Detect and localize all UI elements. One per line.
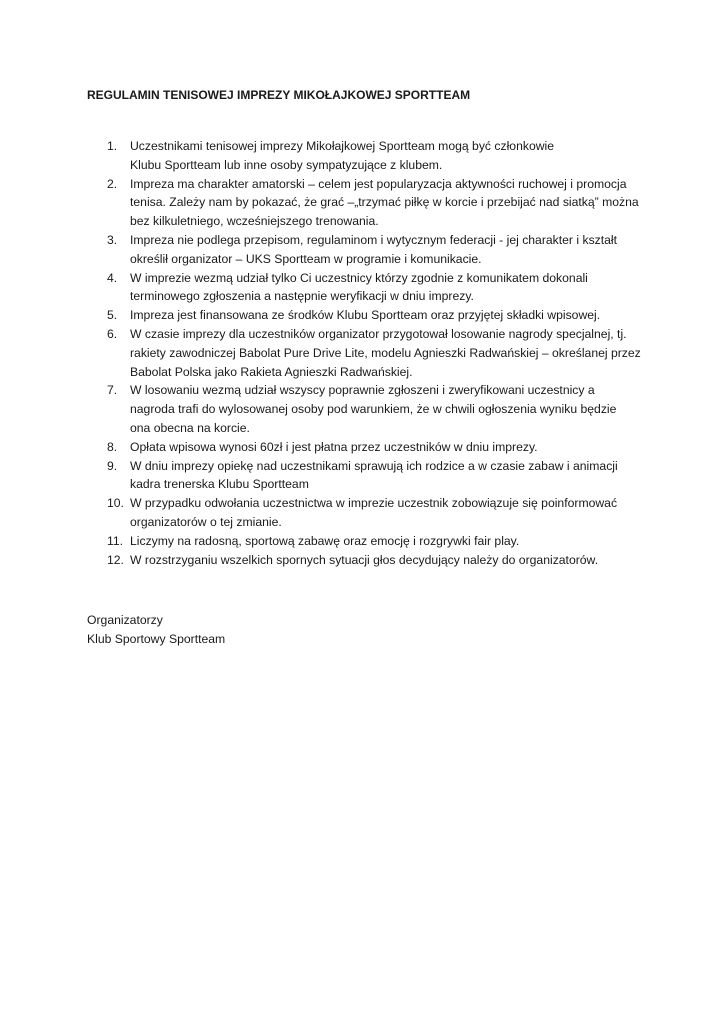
rule-number: 5. [107,308,118,323]
rule-text-line: W przypadku odwołania uczestnictwa w imprezie uczestnik zobowiązuje się poinformować [130,496,618,511]
rule-text-line: określił organizator – UKS Sportteam w programie i komunikacie. [130,251,482,266]
rule-text-line: W imprezie wezmą udział tylko Ci uczestnicy którzy zgodnie z komunikatem dokonali [130,270,588,285]
rule-item [107,269,647,307]
rule-number: 6. [107,326,118,341]
rule-text-line: W czasie imprezy dla uczestników organizator przygotował losowanie nagrody specjalnej, tj. [130,326,627,341]
rule-text-line: W rozstrzyganiu wszelkich spornych sytuacji głos decydujący należy do organizatorów. [130,552,599,567]
rule-text-line: Liczymy na radosną, sportową zabawę oraz emocję i rozgrywki fair play. [130,533,520,548]
rule-text-line: terminowego zgłoszenia a następnie weryfikacji w dniu imprezy. [130,289,474,304]
rule-item [107,137,647,175]
rule-number: 2. [107,176,118,191]
rule-number: 3. [107,232,118,247]
rule-item [107,325,647,381]
rule-text-line: Uczestnikami tenisowej imprezy Mikołajkowej Sportteam mogą być członkowie [130,139,555,153]
rule-text-line: Impreza nie podlega przepisom, regulaminom i wytycznym federacji - jej charakter i kształt [130,232,618,247]
rule-item [107,381,647,437]
document-title: REGULAMIN TENISOWEJ IMPREZY MIKOŁAJKOWEJ SPORTTEAM [87,88,471,102]
rule-item [107,438,647,457]
rule-number: 7. [107,383,118,398]
rule-text-line: Opłata wpisowa wynosi 60zł i jest płatna przez uczestników w dniu imprezy. [130,439,538,454]
rule-text-line: Impreza jest finansowana ze środków Klubu Sportteam oraz przyjętej składki wpisowej. [130,308,601,323]
rule-text-line: Babolat Polska jako Rakieta Agnieszki Radwańskiej. [130,364,413,379]
rule-text-line: ona obecna na korcie. [130,420,250,435]
rule-text-line: tenisa. Zależy nam by pokazać, że grać –„trzymać piłkę w korcie i przebijać nad siatką” można [130,195,639,210]
rule-text-line: Impreza ma charakter amatorski – celem jest popularyzacja aktywności ruchowej i promocja [130,176,627,191]
rule-number: 4. [107,270,118,285]
rule-number: 10. [107,496,124,511]
rule-number: 11. [107,533,124,548]
rule-text-line: Klubu Sportteam lub inne osoby sympatyzujące z klubem. [130,157,443,172]
signature-block [87,611,225,649]
rule-number: 9. [107,458,118,473]
rule-text-line: rakiety zawodniczej Babolat Pure Drive Lite, modelu Agnieszki Radwańskiej – określanej przez [130,345,641,360]
rule-number: 12. [107,552,124,567]
rule-text-line: W dniu imprezy opiekę nad uczestnikami sprawują ich rodzice a w czasie zabaw i animacji [130,458,618,473]
rule-item [107,231,647,269]
rule-item [107,175,647,231]
rule-text-line: kadra trenerska Klubu Sportteam [130,477,309,492]
signature-line-organizers: Organizatorzy [87,613,163,627]
rule-item [107,532,647,551]
rule-text-line: organizatorów o tej zmianie. [130,514,282,529]
rules-list [107,137,647,569]
rule-text-line: nagroda trafi do wylosowanej osoby pod warunkiem, że w chwili ogłoszenia wyniku będzie [130,402,617,417]
rule-text-line: bez kilkuletniego, wcześniejszego trenowania. [130,214,379,229]
rule-item [107,494,647,532]
rule-text-line: W losowaniu wezmą udział wszyscy poprawnie zgłoszeni i zweryfikowani uczestnicy a [130,383,595,398]
signature-line-club: Klub Sportowy Sportteam [87,631,226,646]
rule-item [107,457,647,495]
rule-number: 8. [107,439,118,454]
rule-item [107,306,647,325]
rule-item [107,551,647,570]
rule-number: 1. [107,139,118,153]
